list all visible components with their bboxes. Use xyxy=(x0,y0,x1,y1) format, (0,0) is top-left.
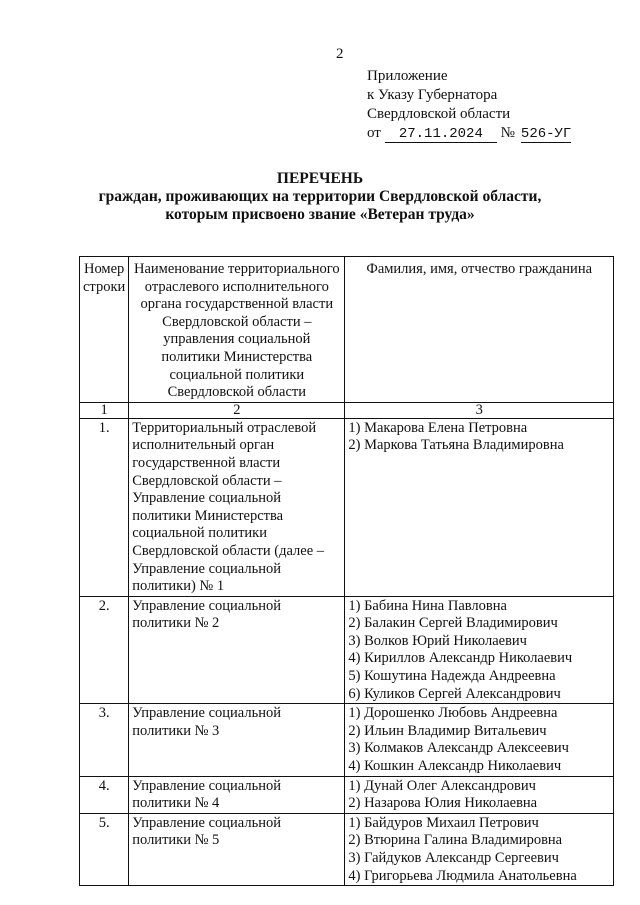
citizen-name: 2) Назарова Юлия Николаевна xyxy=(348,795,538,812)
table-row xyxy=(80,418,614,596)
header-full-name: Фамилия, имя, отчество гражданина xyxy=(345,257,614,403)
table-row xyxy=(80,776,614,813)
citizen-name: 1) Дунай Олег Александрович xyxy=(348,777,536,794)
citizen-name: 4) Кошкин Александр Николаевич xyxy=(348,758,562,775)
row-number: 4. xyxy=(80,776,129,813)
authority-name: Территориальный отраслевой исполнительный орган государственной власти Свердловской области – Управление социальной политики Министерства социальной политики Свердловской области (далее – Управление социальной политики) № 1 xyxy=(129,418,345,596)
authority-name: Управление социальной политики № 4 xyxy=(129,776,345,813)
row-number: 5. xyxy=(80,813,129,885)
row-number: 2. xyxy=(80,596,129,704)
citizen-names xyxy=(345,776,614,813)
row-number: 1. xyxy=(80,418,129,596)
citizen-name: 6) Куликов Сергей Александрович xyxy=(348,685,561,702)
table-row xyxy=(80,596,614,704)
appendix-title: Приложение xyxy=(367,68,448,84)
title-line-1: граждан, проживающих на территории Свердловской области, xyxy=(98,188,542,205)
citizen-name: 1) Макарова Елена Петровна xyxy=(348,419,528,436)
appendix-date-line xyxy=(367,124,571,143)
decree-date: 27.11.2024 xyxy=(385,126,497,143)
page-number: 2 xyxy=(336,46,344,62)
index-cell: 3 xyxy=(345,402,614,418)
table-index-row xyxy=(80,402,614,418)
citizen-name: 3) Волков Юрий Николаевич xyxy=(348,632,527,649)
appendix-decree-ref: к Указу Губернатора xyxy=(367,87,498,103)
citizen-names xyxy=(345,596,614,704)
table-header-row xyxy=(80,257,614,403)
table-row xyxy=(80,813,614,885)
title-line-2: которым присвоено звание «Ветеран труда» xyxy=(165,206,475,223)
citizen-name: 5) Кошутина Надежда Андреевна xyxy=(348,668,556,685)
header-row-number: Номер строки xyxy=(80,257,129,403)
decree-number: 526-УГ xyxy=(520,126,572,142)
authority-name: Управление социальной политики № 2 xyxy=(129,596,345,704)
appendix-region: Свердловской области xyxy=(367,106,511,122)
citizen-name: 2) Ильин Владимир Витальевич xyxy=(348,722,547,739)
citizen-name: 2) Втюрина Галина Владимировна xyxy=(348,832,563,849)
date-prefix: от xyxy=(367,125,381,141)
title-heading: ПЕРЕЧЕНЬ xyxy=(276,170,364,187)
authority-name: Управление социальной политики № 5 xyxy=(129,813,345,885)
citizen-names xyxy=(345,813,614,885)
citizen-name: 1) Дорошенко Любовь Андреевна xyxy=(348,705,558,722)
appendix-block xyxy=(367,67,571,143)
citizen-name: 3) Колмаков Александр Алексеевич xyxy=(348,740,569,757)
authority-name: Управление социальной политики № 3 xyxy=(129,704,345,776)
document-title xyxy=(0,170,640,224)
citizen-name: 4) Григорьева Людмила Анатольевна xyxy=(348,867,577,884)
citizen-name: 1) Байдуров Михаил Петрович xyxy=(348,814,539,831)
citizen-name: 3) Гайдуков Александр Сергеевич xyxy=(348,850,559,866)
citizen-name: 2) Маркова Татьяна Владимировна xyxy=(348,437,564,454)
citizen-names xyxy=(345,704,614,776)
citizen-name: 4) Кириллов Александр Николаевич xyxy=(348,650,573,667)
citizen-name: 1) Бабина Нина Павловна xyxy=(348,597,507,614)
number-prefix: № xyxy=(500,125,515,141)
citizen-names xyxy=(345,418,614,596)
index-cell: 2 xyxy=(129,402,345,418)
citizen-name: 2) Балакин Сергей Владимирович xyxy=(348,615,558,632)
row-number: 3. xyxy=(80,704,129,776)
index-cell: 1 xyxy=(80,402,129,418)
veterans-table xyxy=(79,256,614,886)
table-row xyxy=(80,704,614,776)
header-authority: Наименование территориального отраслевого исполнительного органа государственной власти Свердловской области – управления социальной политики Министерства социальной политики Свердловской области xyxy=(129,257,345,403)
